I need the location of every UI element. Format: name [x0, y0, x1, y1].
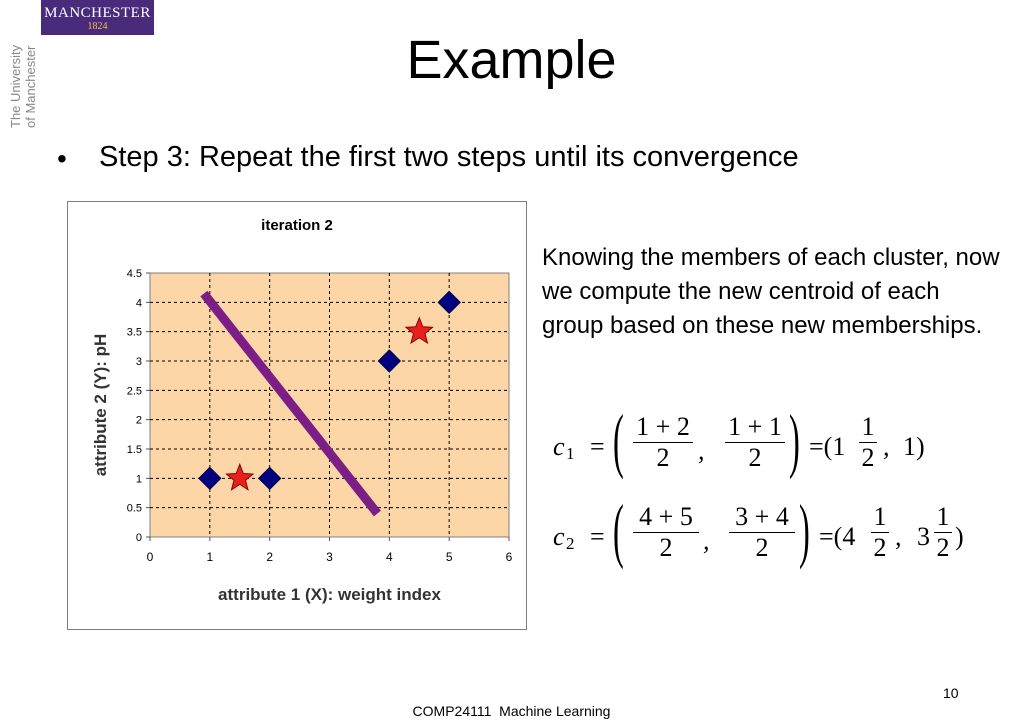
eq2-sub: 2	[566, 534, 575, 553]
eq1-comma: ,	[698, 436, 705, 465]
side-brand-line1: The University	[8, 44, 23, 128]
eq2-equals: =	[590, 522, 605, 551]
centroid-equation-1	[553, 400, 1013, 490]
chart-title: iteration 2	[261, 217, 333, 234]
eq2-left-paren: (	[613, 490, 624, 570]
eq2-result-fraction-2	[934, 502, 952, 563]
eq1-var: c	[553, 432, 565, 461]
footer-course: COMP24111 Machine Learning	[412, 703, 611, 719]
eq1-result-comma: ,	[883, 432, 890, 461]
logo-name: MANCHESTER	[44, 5, 151, 21]
eq2-fraction-y	[729, 502, 795, 563]
eq1-r-den: 2	[861, 443, 875, 472]
x-axis-label: attribute 1 (X): weight index	[218, 585, 441, 604]
eq1-fraction-x	[633, 412, 693, 473]
eq1-sub: 1	[566, 444, 575, 463]
y-tick-label: 1	[135, 473, 142, 486]
x-tick-label: 4	[385, 550, 393, 564]
eq1-fy-den: 2	[748, 443, 762, 472]
eq1-equals: =	[590, 432, 605, 461]
page-number: 10	[943, 685, 959, 701]
y-tick-label: 3	[135, 356, 142, 368]
eq2-r2-num: 1	[936, 502, 950, 531]
y-tick-label: 4	[135, 297, 142, 310]
y-axis-label: attribute 2 (Y): pH	[91, 333, 110, 477]
side-brand-line2: of Manchester	[23, 45, 38, 128]
y-tick-label: 1.5	[126, 444, 142, 456]
eq2-r1-num: 1	[873, 502, 887, 531]
eq1-fx-den: 2	[656, 443, 670, 472]
y-tick-label: 0.5	[126, 502, 142, 515]
eq2-result-whole-2: 3	[917, 522, 930, 551]
eq1-r-num: 1	[861, 412, 875, 441]
eq2-fx-den: 2	[659, 533, 673, 562]
eq2-result-comma: ,	[895, 522, 902, 551]
eq2-result-close: )	[955, 522, 964, 551]
eq2-result-open: =(4	[819, 522, 856, 551]
eq2-fraction-x	[633, 502, 699, 563]
slide-title: Example	[406, 30, 617, 90]
eq2-fy-den: 2	[755, 533, 769, 562]
x-tick-label: 5	[445, 550, 453, 564]
explanation-text: Knowing the members of each cluster, now we compute the new centroid of each group based on these new memberships.	[542, 244, 1000, 339]
eq2-fx-num: 4 + 5	[639, 502, 693, 531]
eq2-var: c	[553, 522, 565, 551]
centroid-equation-2	[553, 490, 1013, 580]
eq2-right-paren: )	[799, 490, 810, 570]
x-tick-label: 0	[146, 550, 154, 564]
x-tick-label: 2	[266, 550, 274, 564]
eq2-r2-den: 2	[936, 533, 950, 562]
logo-year: 1824	[87, 21, 108, 32]
x-tick-label: 3	[326, 550, 333, 564]
eq2-r1-den: 2	[873, 533, 887, 562]
y-tick-label: 2.5	[126, 385, 142, 398]
eq1-fx-num: 1 + 2	[636, 412, 690, 441]
chart-container	[67, 201, 527, 630]
eq1-right-paren: )	[789, 400, 800, 480]
y-tick-label: 3.5	[126, 326, 142, 339]
eq1-result-close: 1)	[903, 432, 925, 461]
eq1-result-open: =(1	[809, 432, 846, 461]
eq1-fraction-y	[725, 412, 785, 473]
scatter-chart	[68, 202, 526, 629]
eq1-fy-num: 1 + 1	[728, 412, 782, 441]
eq2-result-fraction-1	[871, 502, 889, 563]
eq2-fy-num: 3 + 4	[735, 502, 789, 531]
y-tick-label: 4.5	[126, 268, 142, 280]
x-tick-label: 1	[206, 550, 214, 564]
bullet-icon: •	[57, 143, 67, 174]
bullet-text: Step 3: Repeat the first two steps until its convergence	[99, 141, 799, 173]
eq1-result-fraction	[859, 412, 877, 473]
y-tick-label: 0	[135, 532, 142, 544]
eq2-comma: ,	[703, 526, 710, 555]
y-tick-label: 2	[135, 414, 142, 427]
x-tick-label: 6	[505, 550, 513, 564]
eq1-left-paren: (	[613, 400, 624, 480]
